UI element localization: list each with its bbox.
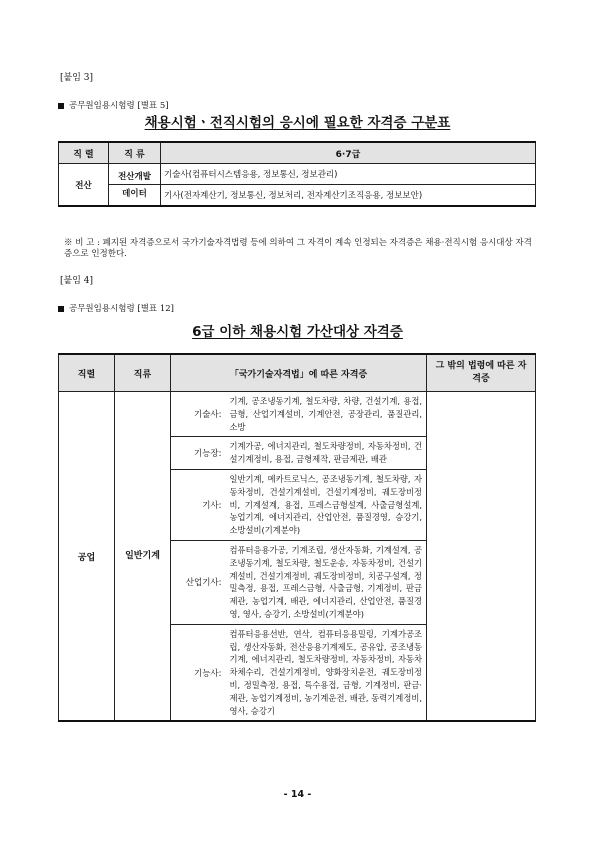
attachment-label-4: [붙임 4] — [60, 276, 93, 286]
table1-cert-cell: 기사(전자계산기, 정보통신, 정보처리, 전자계산기조직응용, 정보보안) — [161, 185, 536, 207]
grade-label: 산업기사: — [171, 540, 226, 624]
table-row — [59, 185, 536, 207]
remark-note: ※ 비 고 : 폐지된 자격증으로서 국가기술자격법령 등에 의하여 그 자격이 계속 인정되는 자격증은 채용·전직시험 응시대상 자격증으로 인정한다. — [64, 238, 532, 259]
subseries-label: 데이터 — [122, 189, 147, 199]
law-reference-text: 공무원임용시험령 [별표 12] — [69, 304, 174, 314]
table2-title-text: 6급 이하 채용시험 가산대상 자격증 — [192, 324, 403, 340]
table1-header-subseries: 직 류 — [109, 142, 161, 164]
table1-series-cell: 전산 — [59, 164, 109, 207]
table-row — [59, 392, 536, 437]
page-number: - 14 - — [283, 789, 312, 800]
cert-list: 일반기계, 메카트로닉스, 공조냉동기계, 철도차량, 자동차정비, 건설기계설비, 건설기계정비, 궤도장비정비, 기계설계, 용접, 프레스금형설계, 사출금형설계, 농업기계, 에너지관리, 산업안전, 품질경영, 승강기, 소방설비(기계분야) — [226, 469, 427, 540]
table2-other-cell — [427, 392, 536, 722]
square-bullet-icon — [58, 103, 64, 109]
certificate-table-1 — [58, 141, 536, 207]
grade-label: 기술사: — [171, 392, 226, 437]
cert-list: 기계, 공조냉동기계, 철도차량, 차량, 건설기계, 용접, 금형, 산업기계설비, 기계안전, 공장관리, 품질관리, 소방 — [226, 392, 427, 437]
attachment-label-3: [붙임 3] — [60, 73, 93, 83]
grade-label: 기사: — [171, 469, 226, 540]
table2-header-series: 직렬 — [59, 354, 115, 392]
table1-subseries-cell — [109, 185, 161, 207]
table-row — [59, 164, 536, 185]
table2-series-cell: 공업 — [59, 392, 115, 722]
certificate-table-2 — [58, 353, 536, 722]
table1-title — [0, 111, 595, 131]
table2-header-row — [59, 354, 536, 392]
law-reference-1 — [58, 99, 169, 111]
law-reference-2 — [58, 302, 174, 314]
table2-title — [0, 320, 595, 340]
table1-subseries-cell — [109, 164, 161, 185]
table2-header-other: 그 밖의 법령에 따른 자격증 — [427, 354, 536, 392]
cert-list: 컴퓨터응용선반, 연삭, 컴퓨터응용밀링, 기계가공조립, 생산자동화, 전산응용기계제도, 공유압, 공조냉동기계, 에너지관리, 철도차량정비, 자동차정비, 자동차차체수리, 건설기계정비, 양화장치운전, 궤도장비정비, 정밀측정, 용접, 특수용접, 금형, 기계정비, 판금·제관, 농업기계정비, 농기계운전, 배관, 동력기계정비, 영사, 승강기 — [226, 624, 427, 721]
table1-header-grade: 6·7급 — [161, 142, 536, 164]
grade-label: 기능사: — [171, 624, 226, 721]
table1-header-row — [59, 142, 536, 164]
subseries-label: 전산개발 — [118, 172, 151, 182]
table1-cert-cell: 기술사(컴퓨터시스템응용, 정보통신, 정보관리) — [161, 164, 536, 185]
table1-header-series: 직 렬 — [59, 142, 109, 164]
cert-list: 기계가공, 에너지관리, 철도차량정비, 자동차정비, 건설기계정비, 용접, 금형제작, 판금제관, 배관 — [226, 437, 427, 470]
table2-header-national: 「국가기술자격법」에 따른 자격증 — [171, 354, 427, 392]
square-bullet-icon — [58, 306, 64, 312]
table2-header-subseries: 직류 — [115, 354, 171, 392]
table1-title-text: 채용시험ㆍ전직시험의 응시에 필요한 자격증 구분표 — [144, 115, 451, 131]
grade-label: 기능장: — [171, 437, 226, 470]
table2-subseries-cell: 일반기계 — [115, 392, 171, 722]
law-reference-text: 공무원임용시험령 [별표 5] — [69, 101, 169, 111]
cert-list: 컴퓨터응용가공, 기계조립, 생산자동화, 기계설계, 공조냉동기계, 철도차량, 철도운송, 자동차정비, 건설기계설비, 건설기계정비, 궤도장비정비, 치공구설계, 정밀측정, 용접, 프레스금형, 사출금형, 기계정비, 판금제관, 농업기계, 배관, 에너지관리, 산업안전, 품질경영, 영사, 승강기, 소방설비(기계분야) — [226, 540, 427, 624]
